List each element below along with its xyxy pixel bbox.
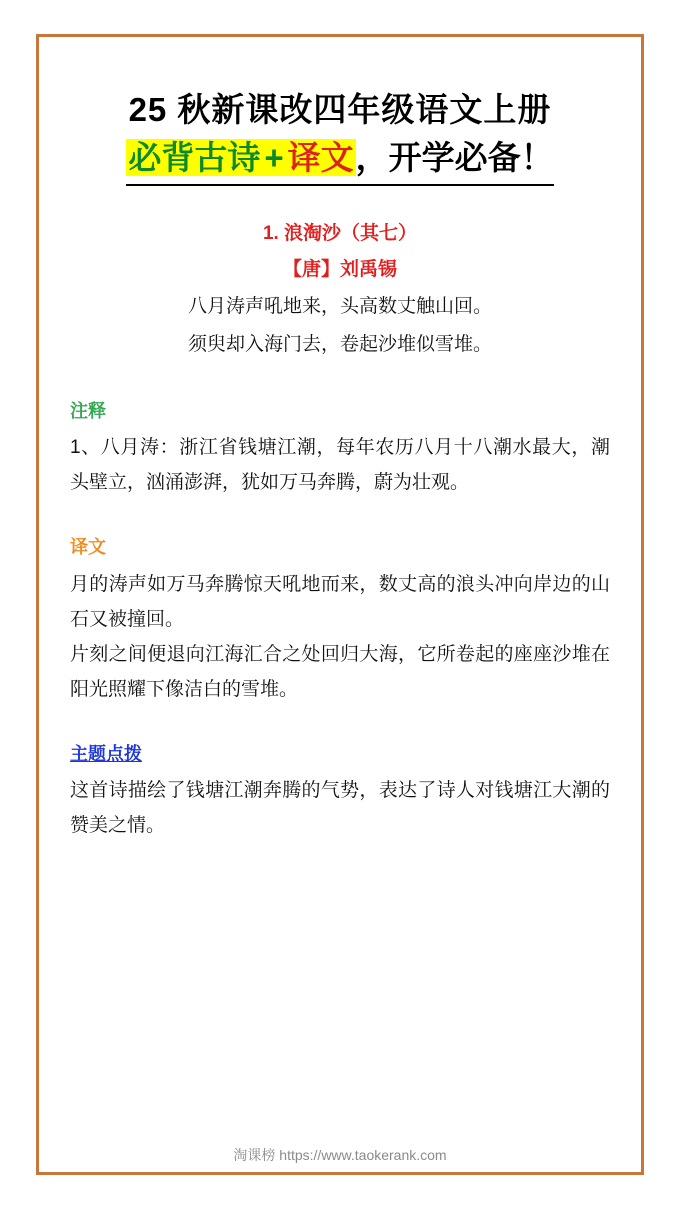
title-highlight-plus: +	[264, 138, 284, 176]
page-content	[36, 34, 644, 844]
paragraph: 1、八月涛：浙江省钱塘江潮，每年农历八月十八潮水最大，潮头壁立，汹涌澎湃，犹如万马奔腾，蔚为壮观。	[70, 437, 610, 494]
section-heading-theme: 主题点拨	[70, 744, 142, 765]
paragraph: 片刻之间便退向江海汇合之处回归大海，它所卷起的座座沙堆在阳光照耀下像洁白的雪堆。	[70, 643, 610, 700]
title-line-2	[126, 134, 553, 186]
paragraph: 月的涛声如万马奔腾惊天吼地而来，数丈高的浪头冲向岸边的山石又被撞回。	[70, 573, 610, 630]
poem-author: 【唐】刘禹锡	[282, 258, 397, 280]
poem-line: 须臾却入海门去，卷起沙堆似雪堆。	[187, 333, 492, 355]
footer-watermark: 淘课榜 https://www.taokerank.com	[233, 1147, 447, 1163]
poem-line: 八月涛声吼地来，头高数丈触山回。	[187, 295, 492, 317]
section-notes	[70, 394, 610, 500]
title-highlight-poems: 必背古诗	[128, 138, 261, 176]
paragraph: 这首诗描绘了钱塘江潮奔腾的气势，表达了诗人对钱塘江大潮的赞美之情。	[70, 780, 610, 837]
poem-heading: 1. 浪淘沙（其七）	[262, 222, 418, 244]
section-body-translation	[70, 567, 610, 708]
section-theme	[70, 737, 610, 843]
section-heading-translation: 译文	[70, 537, 106, 558]
title-highlight-translation: 译文	[287, 138, 354, 176]
page-title	[70, 86, 610, 186]
section-body-theme	[70, 773, 610, 843]
title-line-2-tail: ，开学必备！	[355, 138, 554, 176]
poem-block	[70, 216, 610, 364]
section-body-notes	[70, 430, 610, 500]
section-translation	[70, 530, 610, 707]
section-heading-notes: 注释	[70, 400, 106, 421]
title-line-1: 25 秋新课改四年级语文上册	[128, 91, 552, 128]
